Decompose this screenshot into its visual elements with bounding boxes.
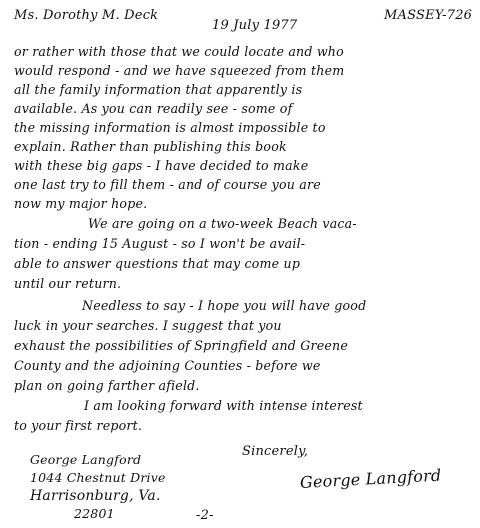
body-line: the missing information is almost impossible to <box>14 120 326 135</box>
body-line: plan on going farther afield. <box>14 378 200 393</box>
body-line: or rather with those that we could locate and who <box>14 44 344 59</box>
body-line: I am looking forward with intense interest <box>84 398 363 413</box>
body-line: explain. Rather than publishing this book <box>14 139 287 154</box>
body-line: with these big gaps - I have decided to make <box>14 158 309 173</box>
body-line: one last try to fill them - and of course you are <box>14 177 321 192</box>
recipient-name: Ms. Dorothy M. Deck <box>14 8 159 23</box>
sender-city: Harrisonburg, Va. <box>30 488 161 504</box>
body-line: able to answer questions that may come up <box>14 256 301 271</box>
sender-zip: 22801 <box>74 506 115 521</box>
body-line: to your first report. <box>14 418 143 433</box>
body-line: until our return. <box>14 276 122 291</box>
closing: Sincerely, <box>242 444 309 459</box>
sender-street: 1044 Chestnut Drive <box>30 470 166 485</box>
body-line: Needless to say - I hope you will have good <box>82 298 367 313</box>
body-line: We are going on a two-week Beach vaca- <box>88 216 357 231</box>
body-line: would respond - and we have squeezed from them <box>14 63 345 78</box>
body-line: available. As you can readily see - some of <box>14 101 293 116</box>
letter-date: 19 July 1977 <box>212 18 298 33</box>
body-line: luck in your searches. I suggest that you <box>14 318 282 333</box>
sender-name: George Langford <box>30 452 142 467</box>
body-line: tion - ending 15 August - so I won't be avail- <box>14 236 306 251</box>
signature: George Langford <box>299 465 442 492</box>
page-number: -2- <box>196 508 214 523</box>
body-line: exhaust the possibilities of Springfield and Greene <box>14 338 349 353</box>
body-line: all the family information that apparently is <box>14 82 303 97</box>
body-line: now my major hope. <box>14 196 148 211</box>
body-line: County and the adjoining Counties - before we <box>14 358 321 373</box>
reference-code: MASSEY-726 <box>384 8 473 23</box>
